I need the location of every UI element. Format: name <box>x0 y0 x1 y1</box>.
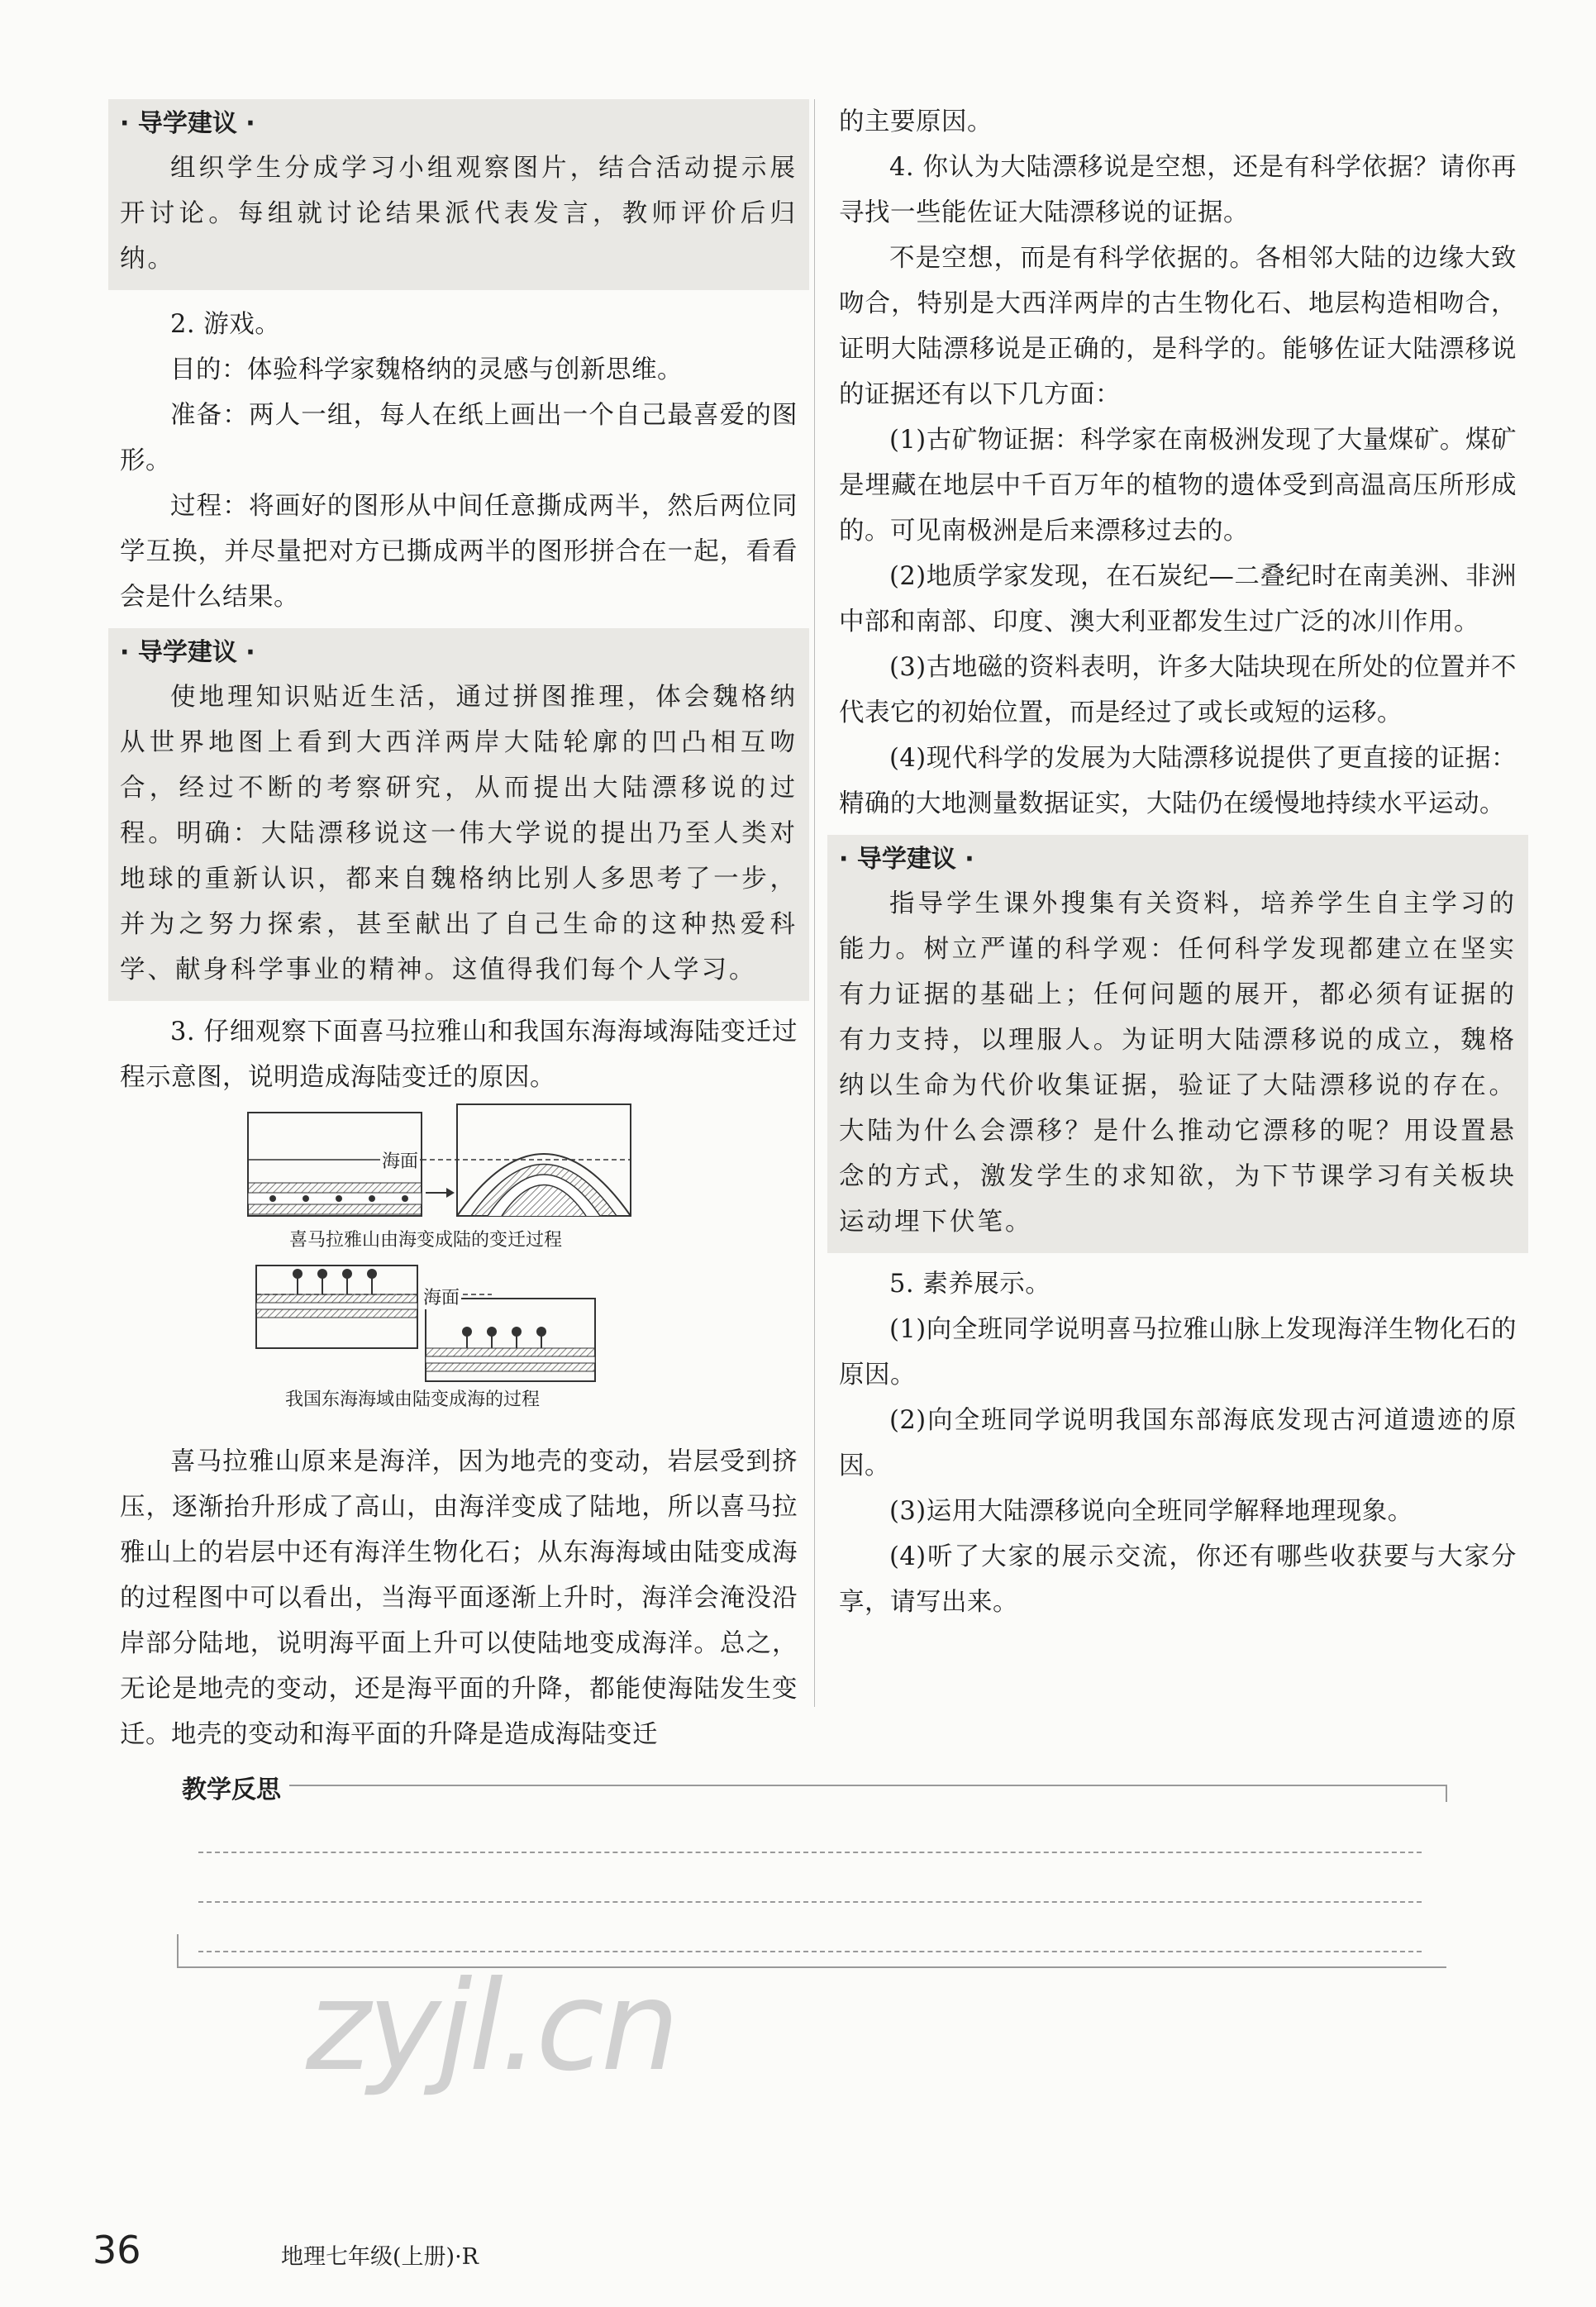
teaching-tip-box-2 <box>108 628 809 1001</box>
figure-caption-himalaya: 喜马拉雅山由海变成陆的变迁过程 <box>289 1230 563 1251</box>
answer-4-point-3: (3)古地磁的资料表明，许多大陆块现在所处的位置并不代表它的初始位置，而是经过了或长或短的运移。 <box>839 653 1517 727</box>
answer-4-point-1: (1)古矿物证据：科学家在南极洲发现了大量煤矿。煤矿是埋藏在地层中千百万年的植物的遗体受到高温高压所形成的。可见南极洲是后来漂移过去的。 <box>839 426 1517 546</box>
answer-4-intro: 不是空想，而是有科学依据的。各相邻大陆的边缘大致吻合，特别是大西洋两岸的古生物化石、地层构造相吻合，证明大陆漂移说是正确的，是科学的。能够佐证大陆漂移说的证据还有以下几方面： <box>839 244 1517 409</box>
teaching-tip-text: 使地理知识贴近生活，通过拼图推理，体会魏格纳从世界地图上看到大西洋两岸大陆轮廓的凹凸相互吻合，经过不断的考察研究，从而提出大陆漂移说的过程。明确：大陆漂移说这一伟大学说的提出乃至人类对地球的重新认识，都来自魏格纳比别人多思考了一步，并为之努力探索，甚至献出了自己生命的这种热爱科学、献身科学事业的精神。这值得我们每个人学习。 <box>120 683 798 984</box>
game-purpose: 目的：体验科学家魏格纳的灵感与创新思维。 <box>170 355 683 384</box>
question-3: 3. 仔细观察下面喜马拉雅山和我国东海海域海陆变迁过程示意图，说明造成海陆变迁的原因。 <box>120 1018 798 1092</box>
teaching-tip-title: · 导学建议 · <box>120 109 255 138</box>
teaching-tip-box-3 <box>827 835 1528 1253</box>
left-column <box>120 99 798 1757</box>
page-number: 36 <box>93 2228 141 2272</box>
teaching-tip-title: · 导学建议 · <box>839 845 974 874</box>
footer-book-title: 地理七年级(上册)·R <box>281 2244 479 2270</box>
game-heading: 2. 游戏。 <box>170 310 281 339</box>
teaching-tip-text: 指导学生课外搜集有关资料，培养学生自主学习的能力。树立严谨的科学观：任何科学发现都建立在坚实有力证据的基础上；任何问题的展开，都必须有证据的有力支持，以理服人。为证明大陆漂移说的成立，魏格纳以生命为代价收集证据，验证了大陆漂移说的存在。大陆为什么会漂移？是什么推动它漂移的呢？用设置悬念的方式，激发学生的求知欲，为下节课学习有关板块运动埋下伏笔。 <box>839 889 1517 1237</box>
writing-line[interactable] <box>198 1852 1422 1853</box>
question-5: 5. 素养展示。 <box>889 1270 1051 1299</box>
question-5-item-3: (3)运用大陆漂移说向全班同学解释地理现象。 <box>889 1497 1413 1526</box>
sea-land-change-figure <box>120 1100 798 1439</box>
question-5-item-4: (4)听了大家的展示交流，你还有哪些收获要与大家分享，请写出来。 <box>839 1542 1517 1617</box>
teaching-tip-text: 组织学生分成学习小组观察图片，结合活动提示展开讨论。每组就讨论结果派代表发言，教师评价后归纳。 <box>120 154 798 274</box>
answer-4-point-2: (2)地质学家发现，在石炭纪—二叠纪时在南美洲、非洲中部和南部、印度、澳大利亚都发生过广泛的冰川作用。 <box>839 562 1517 636</box>
sea-level-label: 海面 <box>380 1147 420 1173</box>
writing-line[interactable] <box>198 1951 1422 1952</box>
column-divider <box>814 99 815 1707</box>
sea-level-label: 海面 <box>422 1284 461 1309</box>
question-5-item-1: (1)向全班同学说明喜马拉雅山脉上发现海洋生物化石的原因。 <box>839 1315 1517 1389</box>
answer-4-point-4: (4)现代科学的发展为大陆漂移说提供了更直接的证据：精确的大地测量数据证实，大陆仍在缓慢地持续水平运动。 <box>839 744 1517 818</box>
teaching-tip-box-1 <box>108 99 809 290</box>
question-4: 4. 你认为大陆漂移说是空想，还是有科学依据？请你再寻找一些能佐证大陆漂移说的证据。 <box>839 153 1517 227</box>
game-preparation: 准备：两人一组，每人在纸上画出一个自己最喜爱的图形。 <box>120 401 798 475</box>
watermark: zyjl.cn <box>306 1955 677 2099</box>
teaching-reflection-area <box>174 1769 1451 1980</box>
teaching-tip-title: · 导学建议 · <box>120 638 255 667</box>
question-5-item-2: (2)向全班同学说明我国东部海底发现古河道遗迹的原因。 <box>839 1406 1517 1480</box>
right-column <box>839 99 1517 1625</box>
figure-caption-east-sea: 我国东海海域由陆变成海的过程 <box>285 1389 541 1410</box>
game-process: 过程：将画好的图形从中间任意撕成两半，然后两位同学互换，并尽量把对方已撕成两半的图形拼合在一起，看看会是什么结果。 <box>120 492 798 612</box>
reflection-title: 教学反思 <box>182 1769 289 1805</box>
answer-3: 喜马拉雅山原来是海洋，因为地壳的变动，岩层受到挤压，逐渐抬升形成了高山，由海洋变成了陆地，所以喜马拉雅山上的岩层中还有海洋生物化石；从东海海域由陆变成海的过程图中可以看出，当海平面逐渐上升时，海洋会淹没沿岸部分陆地，说明海平面上升可以使陆地变成海洋。总之，无论是地壳的变动，还是海平面的升降，都能使海陆发生变迁。地壳的变动和海平面的升降是造成海陆变迁 <box>120 1447 798 1749</box>
writing-line[interactable] <box>198 1901 1422 1903</box>
continuation-text: 的主要原因。 <box>839 107 993 136</box>
reflection-frame <box>174 1769 1451 1980</box>
